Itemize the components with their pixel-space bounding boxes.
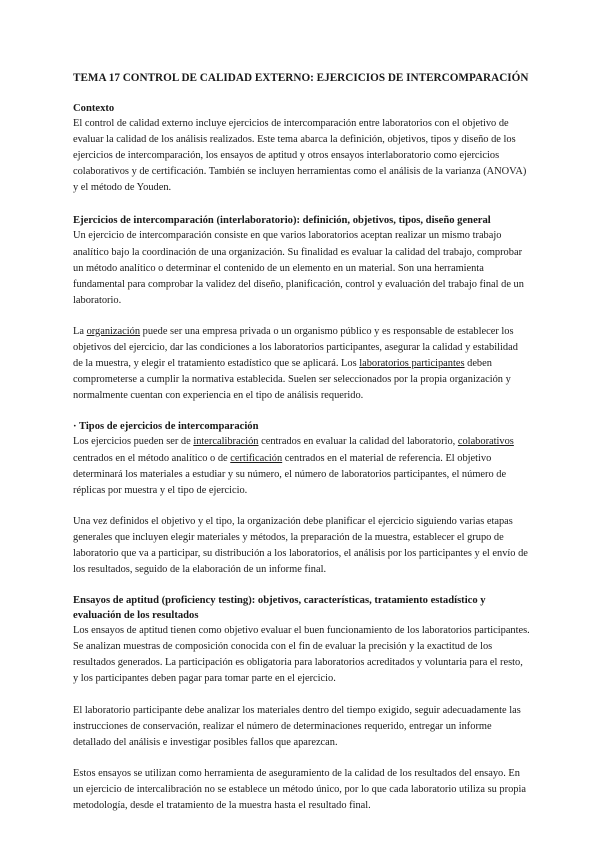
text-run: puede ser una empresa privada o un organismo público y es responsable de establecer los objetivos del ejercicio, dar las condiciones a los laboratorios participantes, asegurar la calidad y estabilidad de la muestra, y elegir el tratamiento estadístico que se aplicará. Los xyxy=(73,325,518,370)
document-title: TEMA 17 CONTROL DE CALIDAD EXTERNO: EJERCICIOS DE INTERCOMPARACIÓN xyxy=(73,72,529,84)
underlined-term-laboratorios-participantes: laboratorios participantes xyxy=(359,358,465,370)
paragraph-tipos xyxy=(73,434,530,498)
paragraph-ejercicios-definicion: Un ejercicio de intercomparación consiste en que varios laboratorios aceptan realizar un mismo trabajo analítico bajo la coordinación de una organización. Su finalidad es evaluar la calidad del trabajo, comprobar un método analítico o determinar el contenido de un elemento en un material. Son una herramienta fundamental para comprobar la validez del diseño, planificación, control y evaluación del trabajo final de un laboratorio. xyxy=(73,230,524,306)
section-heading-ensayos-aptitud: Ensayos de aptitud (proficiency testing): objetivos, características, tratamiento estadístico y evaluación de los resultados xyxy=(73,595,486,622)
text-run: centrados en el método analítico o de xyxy=(73,452,231,464)
paragraph-ensayos-objetivo: Los ensayos de aptitud tienen como objetivo evaluar el buen funcionamiento de los laboratorios participantes. Se analizan muestras de composición conocida con el fin de evaluar la precisión y la exactitud de los resultados generados. La participación es obligatoria para laboratorios acreditados y voluntaria para el resto, y los participantes deben pagar para tomar parte en el ejercicio. xyxy=(73,625,530,685)
underlined-term-organizacion: organización xyxy=(86,325,141,337)
paragraph-aseguramiento: Estos ensayos se utilizan como herramienta de aseguramiento de la calidad de los resultados del ensayo. En un ejercicio de intercalibración no se establece un método único, por lo que cada laboratorio utiliza su propia metodología, desde el tratamiento de la muestra hasta el resultado final. xyxy=(73,767,526,811)
paragraph-contexto: El control de calidad externo incluye ejercicios de intercomparación entre laboratorios con el objetivo de evaluar la calidad de los análisis realizados. Este tema abarca la definición, objetivos, tipos y diseño de los ejercicios de intercomparación, los ensayos de aptitud y otros ensayos interlaboratorio como ejercicios colaborativos y de certificación. También se incluyen herramientas como el análisis de la varianza (ANOVA) y el método de Youden. xyxy=(73,118,527,194)
text-run: centrados en el material de referencia. El objetivo determinará los materiales a estudiar y su número, el número de laboratorios participantes, el número de réplicas por muestra y el tipo de ejercicio. xyxy=(73,452,507,496)
section-heading-tipos: · Tipos de ejercicios de intercomparación xyxy=(73,421,259,433)
underlined-term-certificacion: certificación xyxy=(230,452,283,464)
section-heading-contexto: Contexto xyxy=(73,103,115,114)
paragraph-laboratorio-participante: El laboratorio participante debe analizar los materiales dentro del tiempo exigido, seguir adecuadamente las instrucciones de conservación, realizar el número de determinaciones requerido, entregar un informe detallado del análisis e investigar posibles fallos que aparezcan. xyxy=(73,704,521,748)
paragraph-planificacion: Una vez definidos el objetivo y el tipo, la organización debe planificar el ejercicio siguiendo varias etapas generales que incluyen elegir materiales y métodos, la preparación de la muestra, establecer el grupo de laboratorio que va a participar, su distribución a los laboratorios, el análisis por los participantes y el envío de los resultados, seguido de la elaboración de un informe final. xyxy=(73,515,528,576)
underlined-term-intercalibracion: intercalibración xyxy=(193,436,259,448)
paragraph-organizacion xyxy=(73,324,530,404)
text-run: centrados en evaluar la calidad del laboratorio, xyxy=(258,436,458,448)
text-run: deben comprometerse a cumplir la normativa establecida. Suelen ser seleccionados por la propia organización y normalmente cuentan con experiencia en el tipo de análisis requerido. xyxy=(73,358,511,402)
underlined-term-colaborativos: colaborativos xyxy=(457,436,514,448)
section-heading-ejercicios: Ejercicios de intercomparación (interlaboratorio): definición, objetivos, tipos, diseño general xyxy=(73,215,491,227)
text-run: La xyxy=(73,325,87,337)
text-run: Los ejercicios pueden ser de xyxy=(73,436,194,448)
